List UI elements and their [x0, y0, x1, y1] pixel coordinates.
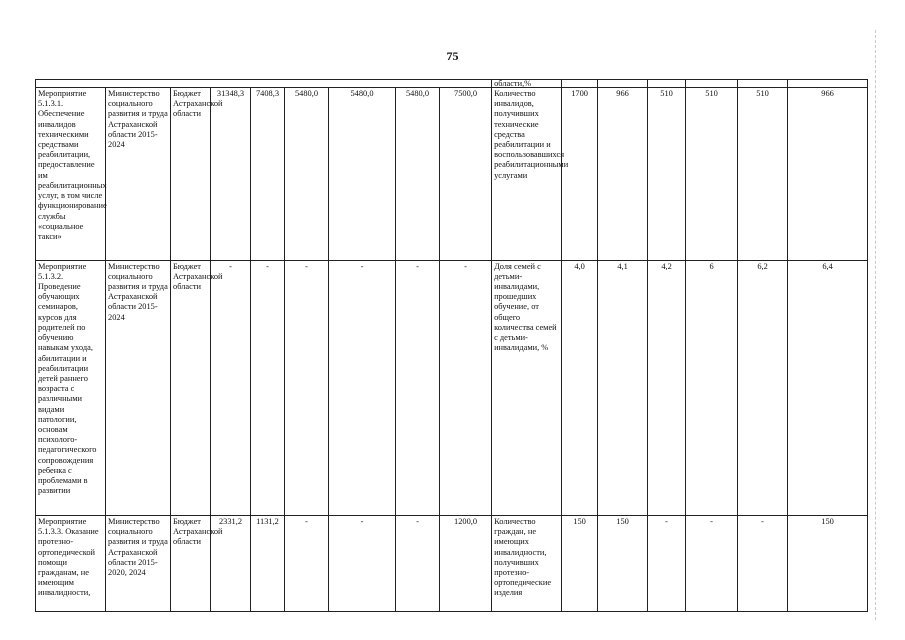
funding-year-cell: 5480,0	[285, 88, 329, 261]
indicator-value-cell: 510	[738, 88, 788, 261]
funding-total-cell: 2331,2	[211, 516, 251, 612]
scan-edge-line	[875, 30, 877, 620]
funding-year-cell: -	[396, 260, 440, 515]
funding-source-cell: Бюджет Астраханской области	[171, 88, 211, 261]
funding-year-cell: 5480,0	[329, 88, 396, 261]
indicator-cell: Количество инвалидов, получивших технические средства реабилитации и воспользовавшихся реабилитационными услугами	[492, 88, 562, 261]
continuation-empty-cell	[788, 80, 868, 88]
continuation-empty-cell	[562, 80, 598, 88]
funding-year-cell: 7500,0	[440, 88, 492, 261]
table-row	[36, 516, 868, 612]
executor-cell: Министерство социального развития и труда Астраханской области 2015- 2020, 2024	[106, 516, 171, 612]
indicator-value-cell: 510	[686, 88, 738, 261]
event-cell: Мероприятие 5.1.3.1. Обеспечение инвалидов техническими средствами реабилитации, предоставление им реабилитационных услуг, в том числе функционирование службы «социальное такси»	[36, 88, 106, 261]
funding-year-cell: 1131,2	[251, 516, 285, 612]
event-cell: Мероприятие 5.1.3.2. Проведение обучающих семинаров, курсов для родителей по обучению навыкам ухода, абилитации и реабилитации детей раннего возраста с различными видами патологии, основам психолого-педагогического сопровождения ребенка с проблемами в развитии	[36, 260, 106, 515]
indicator-value-cell: 510	[648, 88, 686, 261]
funding-year-cell: 1200,0	[440, 516, 492, 612]
indicator-value-cell: -	[738, 516, 788, 612]
indicator-value-cell: 4,1	[598, 260, 648, 515]
table-row	[36, 88, 868, 261]
indicator-value-cell: -	[648, 516, 686, 612]
indicator-value-cell: 150	[562, 516, 598, 612]
funding-year-cell: -	[285, 516, 329, 612]
funding-source-cell: Бюджет Астраханской области	[171, 516, 211, 612]
funding-year-cell: -	[440, 260, 492, 515]
indicator-value-cell: 4,2	[648, 260, 686, 515]
indicator-value-cell: 6	[686, 260, 738, 515]
continuation-indicator-cell: области,%	[492, 80, 562, 88]
continuation-empty-cell	[738, 80, 788, 88]
table-continuation-strip	[36, 80, 868, 88]
continuation-empty-cell	[36, 80, 492, 88]
indicator-value-cell: 150	[788, 516, 868, 612]
indicator-cell: Количество граждан, не имеющих инвалидности, получивших протезно-ортопедические изделия	[492, 516, 562, 612]
funding-year-cell: -	[251, 260, 285, 515]
indicator-cell: Доля семей с детьми-инвалидами, прошедших обучение, от общего количества семей с детьми-инвалидами, %	[492, 260, 562, 515]
executor-cell: Министерство социального развития и труда Астраханской области 2015-2024	[106, 88, 171, 261]
funding-year-cell: -	[329, 260, 396, 515]
funding-year-cell: 7408,3	[251, 88, 285, 261]
executor-cell: Министерство социального развития и труда Астраханской области 2015-2024	[106, 260, 171, 515]
indicator-value-cell: 966	[788, 88, 868, 261]
indicator-value-cell: 6,4	[788, 260, 868, 515]
indicator-value-cell: 6,2	[738, 260, 788, 515]
event-cell: Мероприятие 5.1.3.3. Оказание протезно-ортопедической помощи гражданам, не имеющим инвалидности,	[36, 516, 106, 612]
funding-total-cell: -	[211, 260, 251, 515]
funding-total-cell: 31348,3	[211, 88, 251, 261]
indicator-value-cell: 4,0	[562, 260, 598, 515]
funding-year-cell: -	[396, 516, 440, 612]
table-row	[36, 260, 868, 515]
funding-year-cell: 5480,0	[396, 88, 440, 261]
funding-source-cell: Бюджет Астраханской области	[171, 260, 211, 515]
indicator-value-cell: -	[686, 516, 738, 612]
continuation-empty-cell	[648, 80, 686, 88]
continuation-empty-cell	[686, 80, 738, 88]
indicator-value-cell: 150	[598, 516, 648, 612]
continuation-empty-cell	[598, 80, 648, 88]
page-number: 75	[446, 49, 459, 63]
funding-year-cell: -	[329, 516, 396, 612]
program-measures-table	[35, 79, 868, 612]
funding-year-cell: -	[285, 260, 329, 515]
indicator-value-cell: 966	[598, 88, 648, 261]
indicator-value-cell: 1700	[562, 88, 598, 261]
